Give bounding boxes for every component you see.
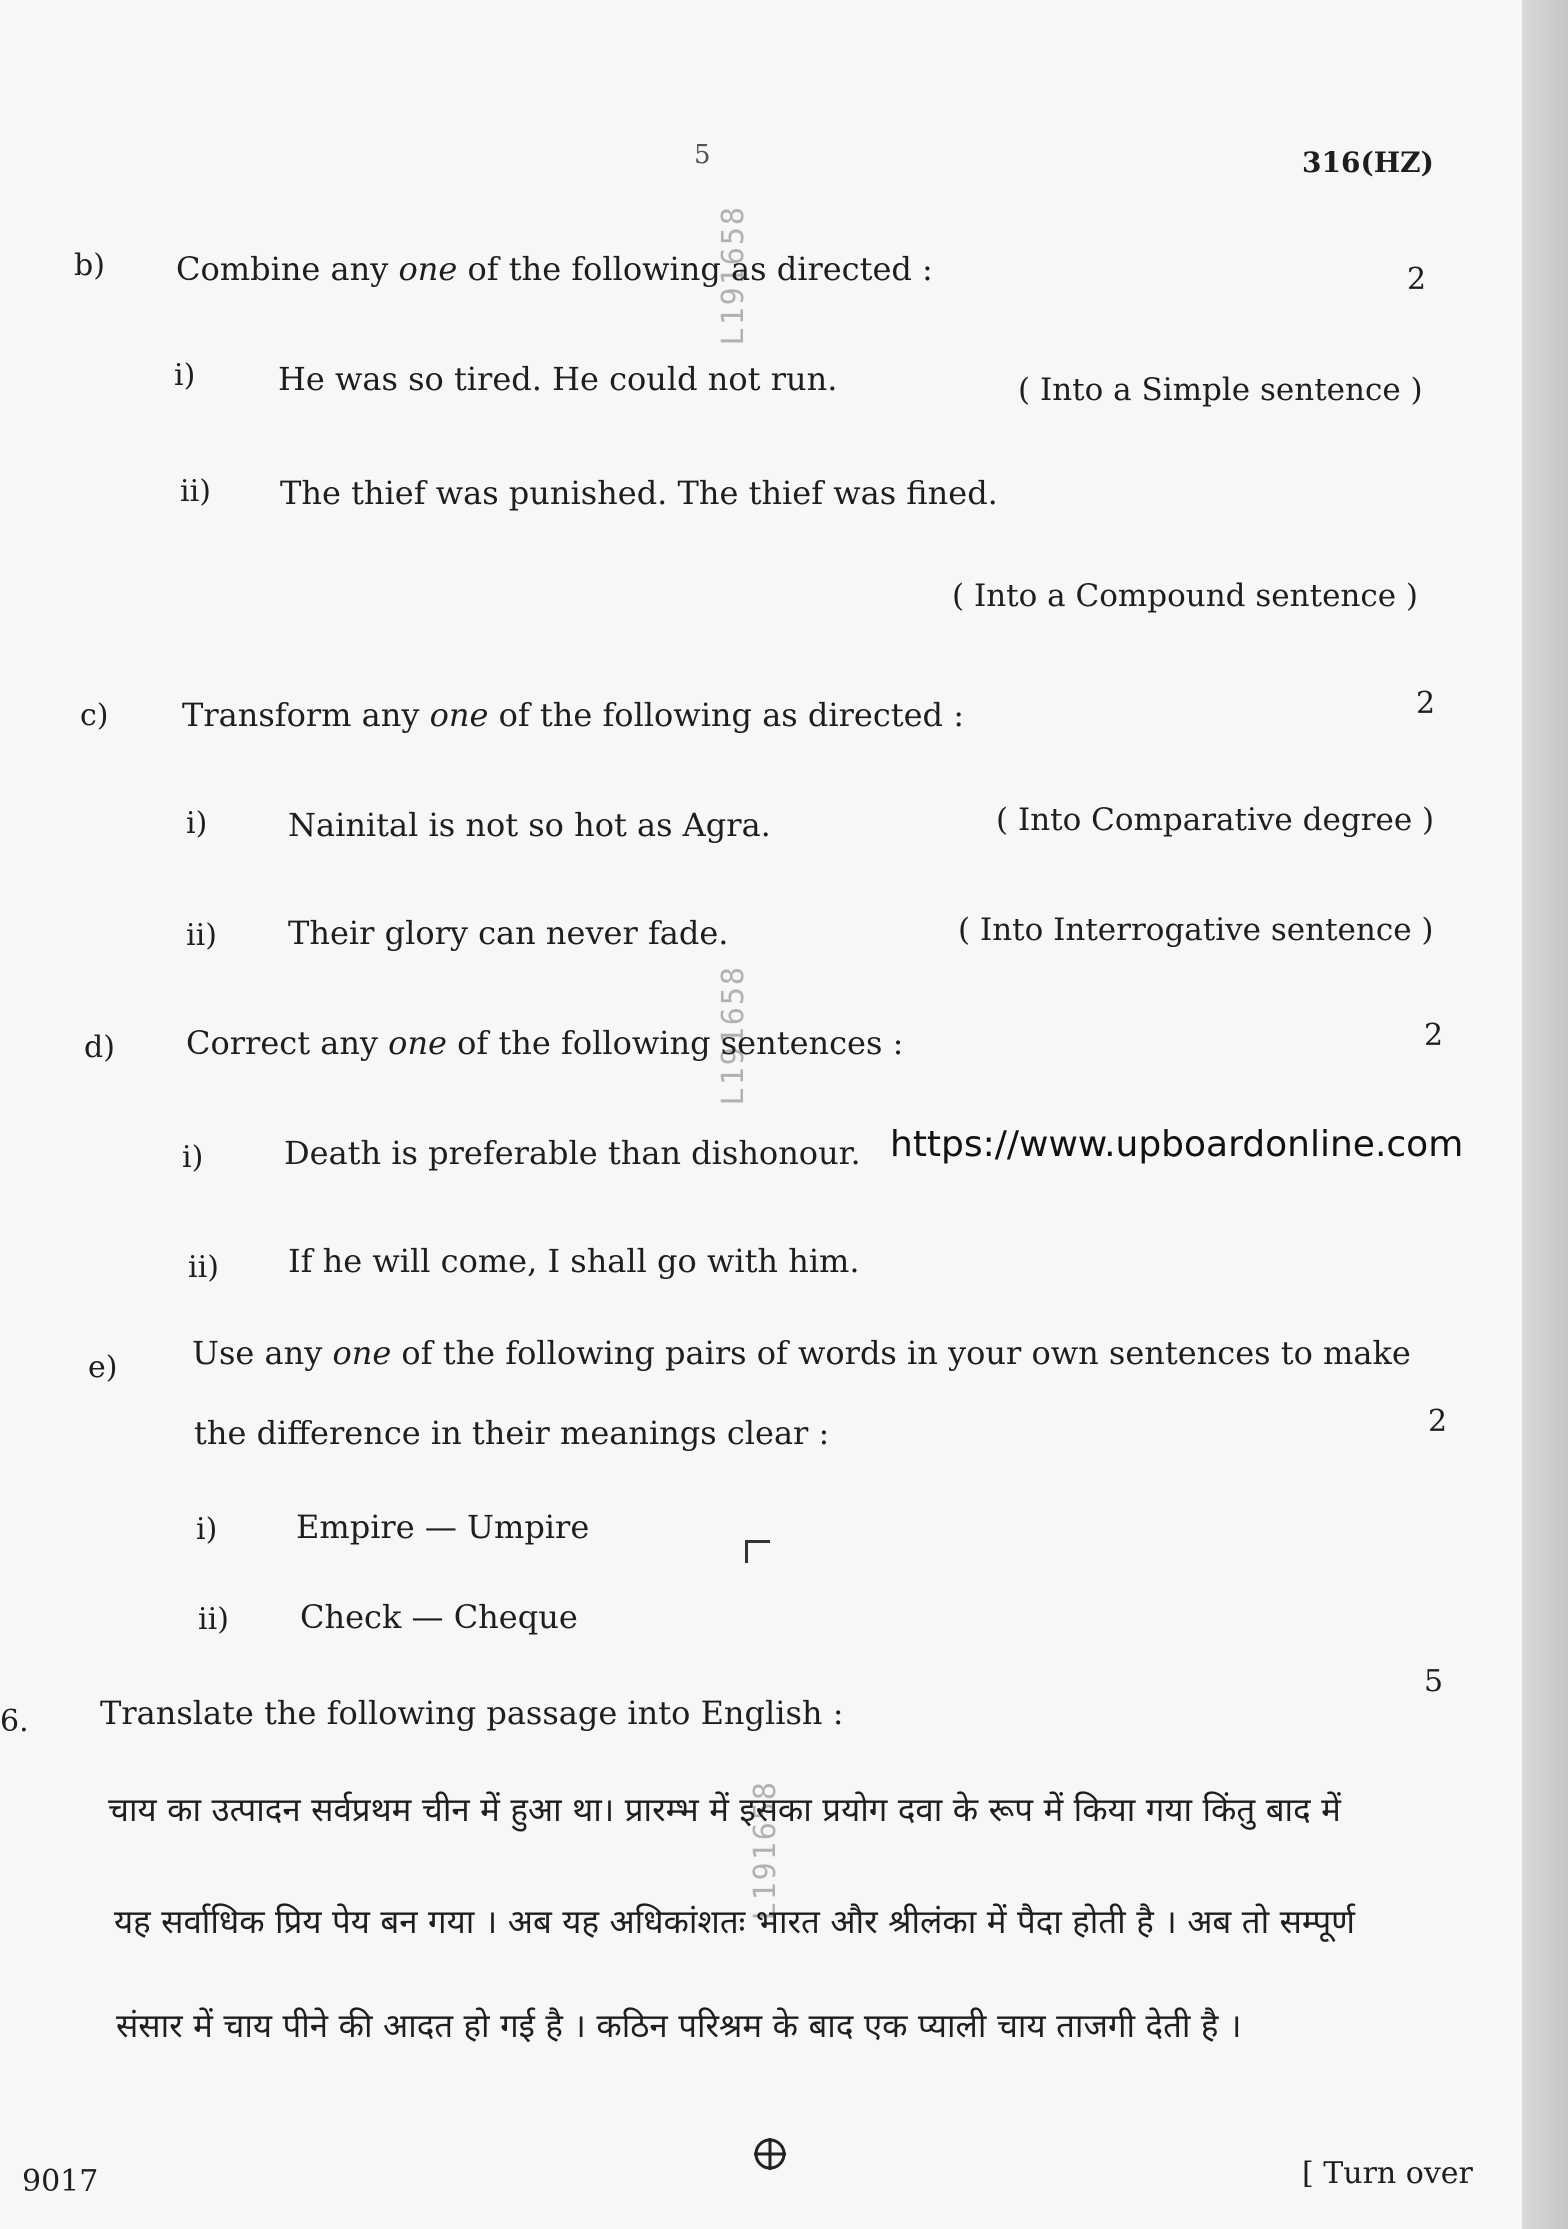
item-number: i) — [186, 806, 208, 841]
question-text: Combine any one of the following as directed : — [176, 250, 933, 288]
item-text: If he will come, I shall go with him. — [288, 1242, 860, 1280]
turn-over-note: [ Turn over — [1302, 2156, 1473, 2191]
item-number: ii) — [186, 918, 217, 953]
question-text: Transform any one of the following as directed : — [182, 696, 964, 734]
item-number: ii) — [180, 474, 211, 509]
hindi-passage-line: यह सर्वाधिक प्रिय पेय बन गया । अब यह अधिकांशतः भारत और श्रीलंका में पैदा होती है । अब तो सम्पूर्ण — [114, 1902, 1356, 1941]
item-text: Empire — Umpire — [296, 1508, 590, 1546]
marks: 2 — [1416, 686, 1436, 721]
item-text: He was so tired. He could not run. — [278, 360, 838, 398]
stamp-watermark: L191658 — [716, 205, 751, 346]
marks: 5 — [1424, 1664, 1444, 1699]
item-text: Check — Cheque — [300, 1598, 578, 1636]
item-number: i) — [182, 1140, 204, 1175]
paper-code: 316(HZ) — [1302, 146, 1434, 179]
marks: 2 — [1407, 262, 1427, 297]
item-text: Death is preferable than dishonour. — [284, 1134, 861, 1172]
page-number: 5 — [694, 140, 711, 170]
item-number: ii) — [188, 1250, 219, 1285]
item-text: The thief was punished. The thief was fined. — [280, 474, 998, 512]
question-label: d) — [84, 1030, 115, 1065]
stamp-watermark: L191658 — [716, 965, 751, 1106]
item-direction: ( Into a Compound sentence ) — [952, 578, 1419, 614]
item-number: i) — [174, 358, 196, 393]
marks: 2 — [1424, 1018, 1444, 1053]
question-text: Correct any one of the following sentences : — [186, 1024, 904, 1062]
website-url-watermark: https://www.upboardonline.com — [890, 1124, 1464, 1165]
item-text: Their glory can never fade. — [288, 914, 729, 952]
hindi-passage-line: चाय का उत्पादन सर्वप्रथम चीन में हुआ था। प्रारम्भ में इसका प्रयोग दवा के रूप में किया गया किंतु बाद में — [108, 1790, 1341, 1829]
item-text: Nainital is not so hot as Agra. — [288, 806, 771, 844]
item-direction: ( Into a Simple sentence ) — [1018, 372, 1423, 408]
question-label: c) — [80, 698, 109, 733]
question-text: Use any one of the following pairs of words in your own sentences to make — [192, 1334, 1411, 1372]
registration-mark — [745, 1540, 770, 1563]
item-number: ii) — [198, 1602, 229, 1637]
item-direction: ( Into Interrogative sentence ) — [958, 912, 1434, 948]
question-text: Translate the following passage into English : — [100, 1694, 844, 1732]
item-direction: ( Into Comparative degree ) — [996, 802, 1435, 838]
scan-edge-strip — [1522, 0, 1568, 2229]
stamp-watermark: L191658 — [748, 1780, 783, 1921]
marks: 2 — [1428, 1404, 1448, 1439]
item-number: i) — [196, 1512, 218, 1547]
question-label: b) — [74, 248, 105, 283]
hindi-passage-line: संसार में चाय पीने की आदत हो गई है । कठिन परिश्रम के बाद एक प्याली चाय ताजगी देती है । — [116, 2006, 1242, 2045]
question-text-line2: the difference in their meanings clear : — [194, 1414, 830, 1452]
question-number: 6. — [0, 1704, 29, 1739]
question-label: e) — [88, 1350, 118, 1385]
crosshair-registration-icon — [752, 2136, 788, 2172]
footer-code: 9017 — [22, 2164, 99, 2199]
